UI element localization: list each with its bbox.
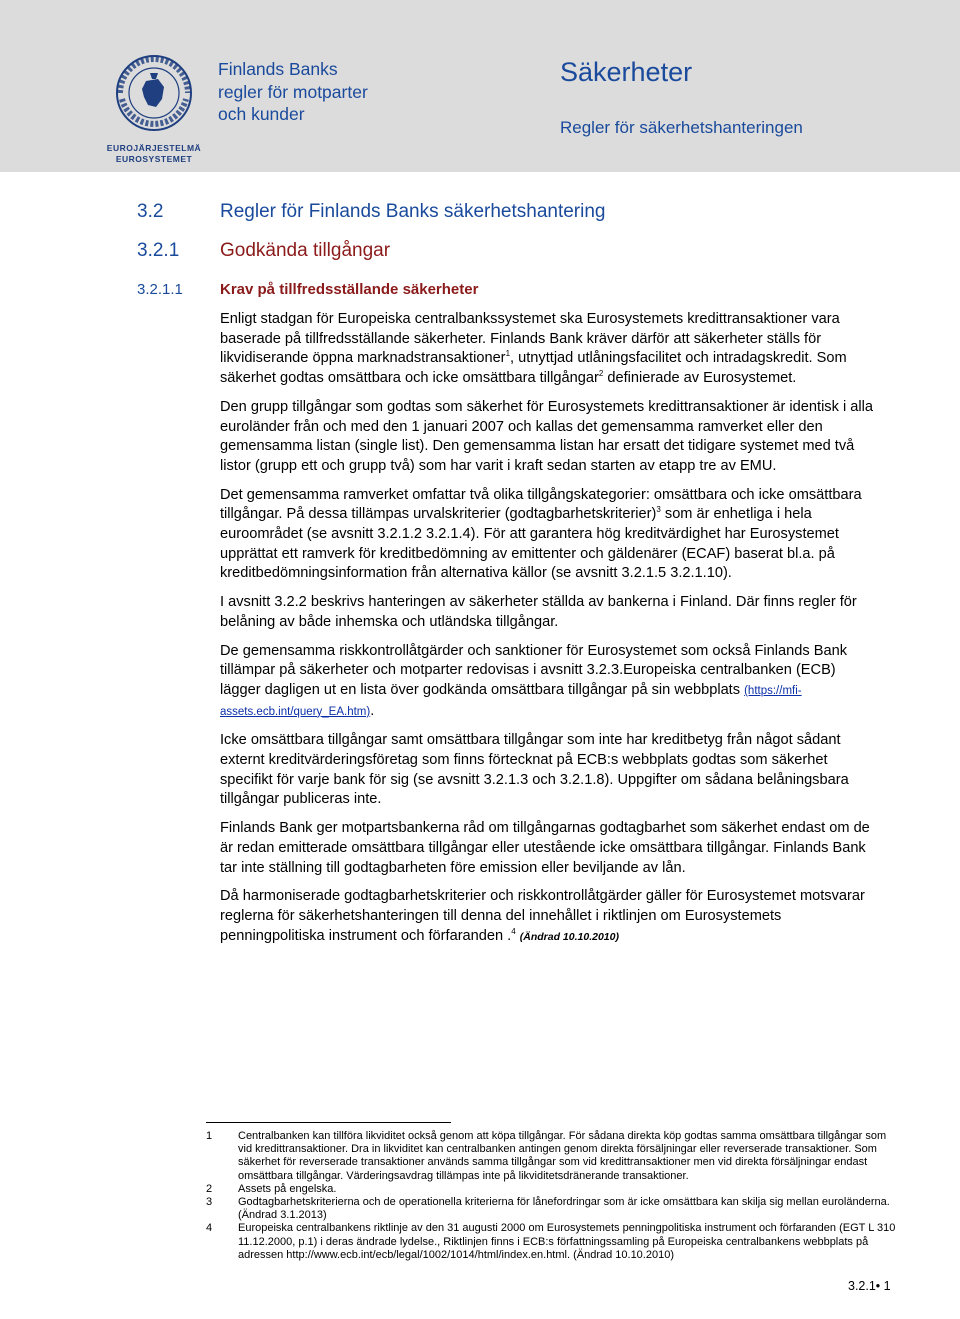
footnote-text: Godtagbarhetskriterierna och de operationella kriterierna för lånefordringar som är icke omsättbara kan skilja sig mellan euroländerna. (Ändrad 3.1.2013): [238, 1196, 890, 1222]
subsubsection-number: 3.2.1.1: [137, 281, 183, 298]
footnote: [206, 1196, 896, 1222]
section-heading-3-2: [137, 201, 605, 223]
footnote: [206, 1130, 896, 1183]
footnote: [206, 1183, 896, 1196]
paragraph-2: Den grupp tillgångar som godtas som säkerhet för Eurosystemets kredittransaktioner är identisk i alla euroländer från och med den 1 januari 2007 och kallas det gemensamma ramverket eller den gemensamma listan (single list). Den gemensamma listan har ersatt det tidigare systemet med två listor (grupp ett och grupp två) som har varit i kraft sedan starten av etapp tre av EMU.: [220, 398, 873, 474]
footnote-ref-1: 1: [505, 349, 511, 359]
logo-caption-1: EUROJÄRJESTELMÄ: [106, 143, 202, 153]
p8-text-a: Då harmoniserade godtagbarhetskriterier och riskkontrollåtgärder gäller för Eurosystemet motsvarar reglerna för säkerhetshanteringen till denna del innehållet i riktlinjen om Eurosystemets penningpolitiska instrument och förfaranden .: [220, 888, 865, 944]
paragraph-6: Icke omsättbara tillgångar samt omsättbara tillgångar som inte har kreditbetyg från något sådant externt kreditvärderingsföretag som finns förtecknat på ECB:s webbplats godtas som säkerhet specifikt för varje bank för sig (se avsnitt 3.2.1.3 och 3.2.1.8). Uppgifter om sådana belåningsbara tillgångar publiceras inte.: [220, 732, 849, 808]
paragraph-5: [220, 642, 880, 723]
footnote-number: 4: [206, 1222, 213, 1235]
ecb-assets-link[interactable]: (https://mfi-assets.ecb.int/query_EA.htm): [220, 684, 802, 718]
section-title: Regler för Finlands Banks säkerhetshantering: [220, 201, 606, 222]
footnote-ref-4: 4: [511, 926, 516, 936]
footnote-text: Assets på engelska.: [238, 1182, 337, 1195]
footnote-text: Centralbanken kan tillföra likviditet också genom att köpa tillgångar. För sådana direkta köp godtas samma omsättbara tillgångar som vid kredittransaktioner. Dra in likviditet kan centralbanken antingen genom direkta försäljningar eller reverserade transaktioner. Som säkerhet för reverserade transaktioner används samma tillgångar som vid kredittransaktioner men vid direkta försäljningar endast omsättbara tillgångar. Värderingsavdrag tillämpas inte på likviditetsdränerande transaktioner.: [238, 1130, 887, 1182]
footnote-separator: [206, 1122, 451, 1123]
footnote: [206, 1222, 896, 1262]
p3-text-a: Det gemensamma ramverket omfattar två olika tillgångskategorier: omsättbara och icke omsättbara tillgångar. På dessa tillämpas urvalskriterier (godtagbarhetskriterier): [220, 486, 862, 523]
paragraph-7: Finlands Bank ger motpartsbankerna råd om tillgångarnas godtagbarhet som säkerhet endast om de är redan emitterade omsättbara tillgångar eller utestående icke omsättbara tillgångar. Finlands Bank tar inte ställning till godtagbarheten före emission eller beviljande av lån.: [220, 820, 870, 876]
paragraph-1: [220, 310, 880, 389]
subsection-title: Godkända tillgångar: [220, 240, 391, 261]
footnote-number: 2: [206, 1182, 213, 1195]
section-number: 3.2: [137, 201, 164, 222]
footnote-number: 3: [206, 1196, 213, 1209]
paragraph-3: [220, 486, 880, 585]
paragraph-8: [220, 887, 880, 947]
amendment-note: (Ändrad 10.10.2010): [519, 930, 619, 943]
footnote-text: Europeiska centralbankens riktlinje av den 31 augusti 2000 om Eurosystemets penningpolitiska instrument och förfaranden (EGT L 310 11.12.2000, p.1) i deras ändrade lydelse., Riktlinjen finns i ECB:s författningssamling på Europeiska centralbankens webbplats på adressen http://www.ecb.int/ecb/legal/1002/1014/html/index.en.html. (Ändrad 10.10.2010): [238, 1222, 896, 1261]
header-left-block: [218, 58, 368, 126]
section-heading-3-2-1-1: [137, 281, 478, 298]
footnotes: [206, 1130, 896, 1262]
bank-logo-icon: [106, 53, 202, 163]
p3-text-b: som är enhetliga i hela euroområdet (se avsnitt 3.2.1.2 3.2.1.4). För att garantera hög kreditvärdighet har Eurosystemet upprättat ett ramverk för kreditbedömning av emittenter och gäldenärer (ECAF) baserat bl.a. på kreditbedömningsinformation från alternativa källor (se avsnitt 3.2.1.5 3.2.1.10).: [220, 506, 839, 582]
footnote-ref-3: 3: [656, 505, 661, 515]
subsection-number: 3.2.1: [137, 240, 180, 261]
header-left-line1: Finlands Banks: [218, 59, 338, 79]
page-header: [0, 0, 960, 172]
p1-text-c: definierade av Eurosystemet.: [603, 370, 797, 387]
header-title: Säkerheter: [560, 57, 693, 87]
section-heading-3-2-1: [137, 240, 390, 262]
p5-text-b: .: [370, 702, 375, 719]
logo-caption-2: EUROSYSTEMET: [115, 154, 193, 164]
subsubsection-title: Krav på tillfredsställande säkerheter: [220, 281, 479, 298]
p5-text-a: De gemensamma riskkontrollåtgärder och sanktioner för Eurosystemet som också Finlands Bank tillämpar på säkerheter och motparter redovisas i avsnitt 3.2.3.Europeiska centralbanken (ECB) lägger dagligen ut en lista över godkända omsättbara tillgångar på sin webbplats: [220, 642, 847, 698]
body-text: [220, 310, 880, 956]
paragraph-4: I avsnitt 3.2.2 beskrivs hanteringen av säkerheter ställda av bankerna i Finland. Där finns regler för belåning av både inhemska och utländska tillgångar.: [220, 594, 857, 630]
header-left-line3: och kunder: [218, 104, 305, 124]
header-left-line2: regler för motparter: [218, 81, 368, 102]
header-subtitle: Regler för säkerhetshanteringen: [560, 118, 803, 137]
footnote-ref-2: 2: [598, 369, 604, 379]
p1-text-a: Enligt stadgan för Europeiska centralbankssystemet ska Eurosystemets kredittransaktioner vara baserade på tillfredsställande säkerheter. Finlands Bank kräver därför att säkerheter ställs för likvidiserande öppna marknadstransaktioner: [220, 311, 840, 367]
p1-text-b: , utnyttjad utlåningsfacilitet och intradagskredit. Som säkerhet godtas omsättbara och icke omsättbara tillgångar: [220, 350, 847, 387]
footnote-number: 1: [206, 1130, 213, 1142]
page-number: 3.2.1• 1: [848, 1279, 891, 1293]
